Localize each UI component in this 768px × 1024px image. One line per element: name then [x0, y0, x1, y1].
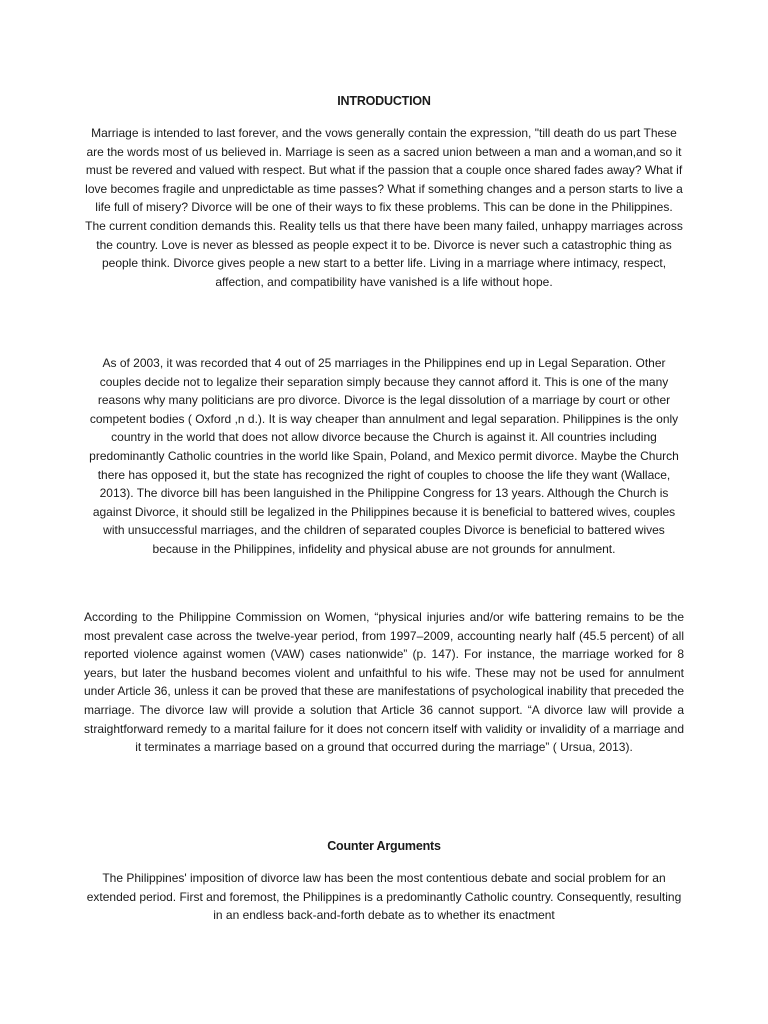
counter-arguments-paragraph: The Philippines' imposition of divorce law has been the most contentious debate and social problem for an extended period. First and foremost, the Philippines is a predominantly Catholic country. Consequently, resulting in an endless back-and-forth debate as to whether its enactment — [86, 871, 682, 923]
pcw-paragraph: According to the Philippine Commission on Women, “physical injuries and/or wife battering remains to be the most prevalent case across the twelve-year period, from 1997–2009, accounting nearly half (45.5 percent) of all reported violence against women (VAW) cases nationwide” (p. 147). For instance, the marriage worked for 8 years, but later the husband becomes violent and unfaithful to his wife. These may not be used for annulment under Article 36, unless it can be proved that these are manifestations of psychological inability that preceded the marriage. The divorce law will provide a solution that Article 36 cannot support. “A divorce law will provide a straightforward remedy to a marital failure for it does not concern itself with validity or invalidity of a marriage and it terminates a marriage based on a ground that occurred during the marriage” ( Ursua, 2013). — [84, 610, 684, 755]
counter-arguments-heading: Counter Arguments — [327, 839, 441, 853]
legal-separation-paragraph: As of 2003, it was recorded that 4 out of 25 marriages in the Philippines end up in Legal Separation. Other couples decide not to legalize their separation simply because they cannot afford it. This is one of the many reasons why many politicians are pro divorce. Divorce is the legal dissolution of a marriage by court or other competent bodies ( Oxford ,n d.). It is way cheaper than annulment and legal separation. Philippines is the only country in the world that does not allow divorce because the Church is against it. All countries including predominantly Catholic countries in the world like Spain, Poland, and Mexico permit divorce. Maybe the Church there has opposed it, but the state has recognized the right of couples to choose the life they want (Wallace, 2013). The divorce bill has been languished in the Philippine Congress for 13 years. Although the Church is against Divorce, it should still be legalized in the Philippines because it is beneficial to battered wives, couples with unsuccessful marriages, and the children of separated couples Divorce is beneficial to battered wives because in the Philippines, infidelity and physical abuse are not grounds for annulment. — [89, 356, 679, 556]
introduction-paragraph: Marriage is intended to last forever, and the vows generally contain the expression, "till death do us part These are the words most of us believed in. Marriage is seen as a sacred union between a man and a woman,and so it must be revered and valued with respect. But what if the passion that a couple once shared fades away? What if love becomes fragile and unpredictable as time passes? What if something changes and a person starts to live a life full of misery? Divorce will be one of their ways to fix these problems. This can be done in the Philippines. The current condition demands this. Reality tells us that there have been many failed, unhappy marriages across the country. Love is never as blessed as people expect it to be. Divorce is never such a catastrophic thing as people think. Divorce gives people a new start to a better life. Living in a marriage where intimacy, respect, affection, and compatibility have vanished is a life without hope. — [85, 126, 683, 289]
introduction-heading: INTRODUCTION — [337, 94, 431, 108]
